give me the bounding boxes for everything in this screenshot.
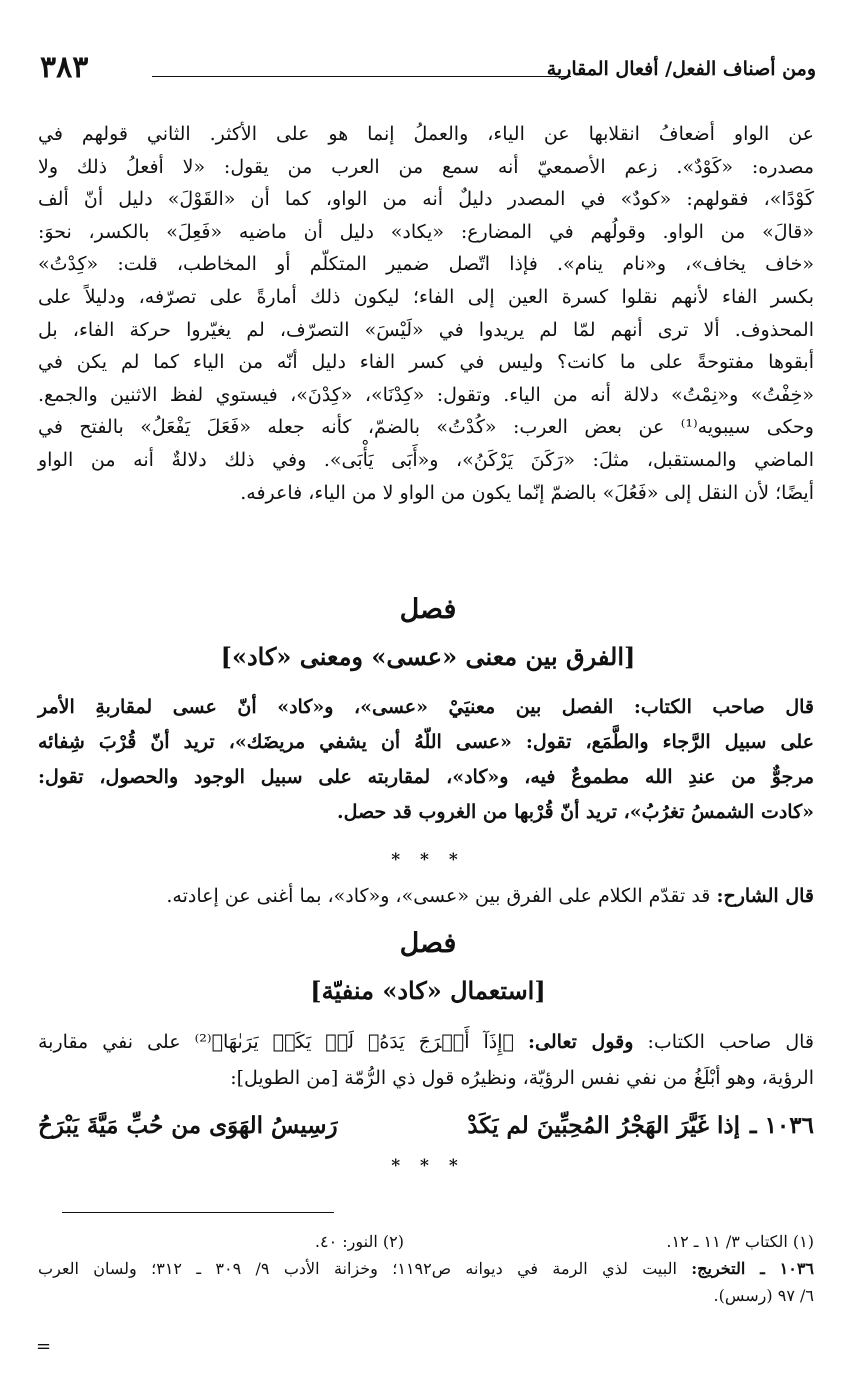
section-1-text — [38, 690, 814, 830]
footnotes — [38, 1228, 814, 1309]
verse-number: ١٠٣٦ ـ — [749, 1112, 814, 1139]
text-line: مرجوٌّ من عندِ الله مطموعٌ فيه، و«كاد»، لمقاربته على سبيل الوجود والحصول، تقول: — [38, 766, 814, 788]
takhrij-label: ١٠٣٦ ـ التخريج: — [691, 1259, 814, 1278]
header-rule — [152, 76, 571, 77]
footnote-ref: ⁽²⁾ — [194, 1031, 212, 1053]
text-line: الرؤية، وهو أبْلَغُ من نفي نفس الرؤيّة، ونظيرُه قول ذي الرُّمّة [من الطويل]: — [230, 1067, 814, 1089]
text-line: عن الواو أضعافُ انقلابها عن الياء، والعملُ إنما هو على الأكثر. الثاني قولهم في — [38, 123, 814, 145]
text-line: قال صاحب الكتاب: الفصل بين معنيَيْ «عسى»، و«كاد» أنّ عسى لمقاربةِ الأمر — [38, 696, 814, 718]
text-line: على سبيل الرَّجاء والطَّمَع، تقول: «عسى اللّهُ أن يشفي مريضَك»، تريد أنّ قُرْبَ شِفائه — [38, 731, 814, 753]
text-line — [38, 880, 814, 913]
running-title: ومن أصناف الفعل/ أفعال المقاربة — [546, 58, 816, 80]
section-2-subtitle: [استعمال «كاد» منفيّة] — [310, 976, 546, 1005]
text-line: وحكى سيبويه⁽¹⁾ عن بعض العرب: «كُدْتُ» بالضمّ، كأنه جعله «فَعَلَ يَفْعَلُ» بالفتح في — [38, 416, 814, 439]
quran-verse: ﴿إِذَآ أَخۡرَجَ يَدَهُۥ لَمۡ يَكَدۡ يَرَىٰهَا﴾ — [211, 1031, 514, 1053]
footnote-row — [38, 1228, 814, 1255]
line-lead: قال صاحب الكتاب: — [647, 1031, 814, 1053]
verse-hemistich-1: إذا غَيَّرَ الهَجْرُ المُحِبِّينَ لم يَكَدْ — [467, 1112, 740, 1139]
text-line: أبقوها مفتوحةً على ما كانت؟ وليس في كسر الفاء دليل أنّه من الياء كما لم يكن في — [38, 351, 814, 374]
text-line: أيضًا؛ لأن النقل إلى «فَعُلَ» بالضمّ إنّما يكون من الواو لا من الياء، فاعرفه. — [240, 481, 814, 504]
text-line: «قالَ» من الواو. وقولُهم في المضارع: «يكاد» دليل أن ماضيه «فَعِلَ» بالكسر، نحوَ: — [38, 220, 814, 243]
section-2-text — [38, 1024, 814, 1096]
section-1-subtitle: [الفرق بين معنى «عسى» ومعنى «كاد»] — [220, 642, 636, 671]
text-line: بكسر الفاء لأنهم نقلوا كسرة العين إلى الفاء؛ ليكون ذلك أمارةً على تصرّفه، ودليلاً على — [38, 285, 814, 308]
text-line: «كادت الشمسُ تغرُبُ»، تريد أنّ قُرْبها من الغروب قد حصل. — [336, 801, 814, 823]
text-line: مصدره: «كَوْدٌ». زعم الأصمعيّ أنه سمع من العرب من يقول: «لا أفعلُ ذلك ولا — [38, 155, 814, 178]
text-line — [38, 1255, 814, 1282]
text-line: المحذوف. ألا ترى أنهم لمّا لم يريدوا في «لَيْسَ» التصرّف، لم يغيّروا حركة الفاء، بل — [38, 318, 814, 341]
page-number: ٣٨٣ — [40, 50, 89, 85]
section-1-title: فصل — [399, 594, 457, 625]
margin-mark: = — [36, 1336, 52, 1357]
sharih-label: قال الشارح: — [716, 885, 814, 907]
footnote-1: (١) الكتاب ٣/ ١١ ـ ١٢. — [666, 1232, 814, 1251]
footnote-2: (٢) النور: ٤٠. — [314, 1232, 404, 1251]
takhrij-text: البيت لذي الرمة في ديوانه ص١١٩٢؛ وخزانة الأدب ٩/ ٣٠٩ ـ ٣١٢؛ ولسان العرب — [38, 1259, 677, 1278]
footnote-takhrij — [38, 1255, 814, 1309]
text-line: الماضي والمستقبل، مثلَ: «رَكَنَ يَرْكَنُ»، و«أَبَى يَأْبَى». وفي ذلك دلالةٌ أنه من الواو — [38, 448, 814, 471]
page-header — [40, 50, 816, 90]
footnote-rule — [62, 1212, 334, 1213]
paragraph-1 — [38, 118, 814, 509]
line-tail: على نفي مقاربة — [38, 1031, 181, 1053]
text-line: كَوْدًا»، فقولهم: «كودٌ» في المصدر دليلٌ أنه من الواو، كما أن «القَوْلَ» دليل أنّ ألف — [38, 188, 814, 211]
separator-stars: * * * — [391, 1156, 465, 1176]
quote-intro: وقول تعالى: — [528, 1031, 634, 1053]
verse-hemistich-2: رَسِيسُ الهَوَى من حُبِّ مَيَّةَ يَبْرَحُ — [38, 1112, 338, 1139]
text-line — [38, 1024, 814, 1060]
separator-stars: * * * — [391, 850, 465, 870]
section-2-title: فصل — [399, 928, 457, 959]
sharih-text: قد تقدّم الكلام على الفرق بين «عسى»، و«كاد»، بما أغنى عن إعادته. — [166, 885, 711, 907]
text-line: «خاف يخاف»، و«نام ينام». فإذا اتّصل ضمير المتكلّم أو المخاطب، قلت: «كِدْتُ» — [38, 253, 814, 276]
sharih-commentary — [38, 880, 814, 913]
text-line: ٦/ ٩٧ (رسس). — [713, 1286, 814, 1305]
text-line: «خِفْتُ» و«نِمْتُ» دلالة أنه من الياء. وتقول: «كِدْنَا»، «كِدْنَ»، فيستوي لفظ الاثنين والجمع. — [38, 383, 814, 406]
